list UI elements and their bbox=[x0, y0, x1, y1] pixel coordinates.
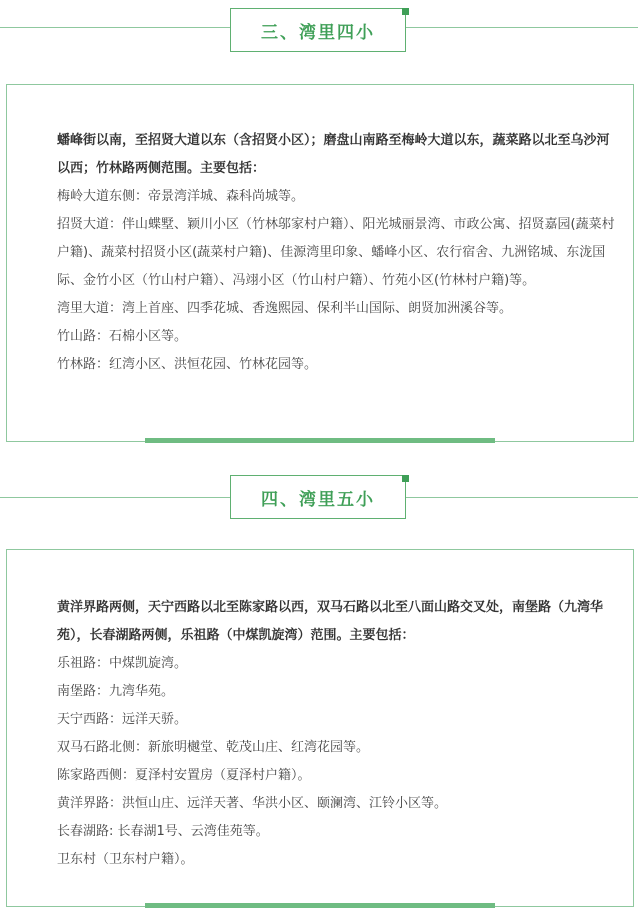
list-item: 卫东村（卫东村户籍）。 bbox=[57, 852, 194, 867]
section-card-2 bbox=[6, 549, 634, 907]
section-card-1 bbox=[6, 84, 634, 442]
list-item: 竹林路：红湾小区、洪恒花园、竹林花园等。 bbox=[57, 357, 318, 372]
list-item: 乐祖路：中煤凯旋湾。 bbox=[57, 656, 188, 671]
section-title: 三、湾里四小 bbox=[261, 22, 375, 43]
section-intro: 黄洋界路两侧，天宁西路以北至陈家路以西，双马石路以北至八面山路交叉处，南堡路（九湾华苑），长春湖路两侧，乐祖路（中煤凯旋湾）范围。主要包括： bbox=[57, 600, 604, 643]
section-header-1 bbox=[0, 0, 638, 60]
card-bottom-bar bbox=[145, 903, 495, 908]
section-title-box bbox=[230, 475, 406, 519]
list-item: 南堡路：九湾华苑。 bbox=[57, 684, 175, 699]
list-item: 双马石路北侧：新旅明樾堂、乾茂山庄、红湾花园等。 bbox=[57, 740, 370, 755]
section-intro: 蟠峰街以南，至招贤大道以东（含招贤小区）；磨盘山南路至梅岭大道以东，蔬菜路以北至乌沙河以西；竹林路两侧范围。主要包括： bbox=[57, 133, 610, 176]
list-item: 黄洋界路：洪恒山庄、远洋天著、华洪小区、颐澜湾、江铃小区等。 bbox=[57, 796, 448, 811]
section-header-2 bbox=[0, 470, 638, 530]
corner-dot-icon bbox=[402, 475, 409, 482]
list-item: 招贤大道：伴山蝶墅、颖川小区（竹林邬家村户籍）、阳光城丽景湾、市政公寓、招贤嘉园(蔬菜村户籍)、蔬菜村招贤小区(蔬菜村户籍)、佳源湾里印象、蟠峰小区、农行宿舍、九洲铭城、东泷国际、金竹小区（竹山村户籍）、冯翊小区（竹山村户籍）、竹苑小区(竹林村户籍)等。 bbox=[57, 217, 615, 288]
section-title-box bbox=[230, 8, 406, 52]
section-body bbox=[57, 594, 619, 874]
card-bottom-bar bbox=[145, 438, 495, 443]
section-title: 四、湾里五小 bbox=[261, 489, 375, 510]
list-item: 长春湖路: 长春湖1号、云湾佳苑等。 bbox=[57, 824, 269, 839]
list-item: 湾里大道：湾上首座、四季花城、香逸熙园、保利半山国际、朗贤加洲溪谷等。 bbox=[57, 301, 513, 316]
section-body bbox=[57, 127, 619, 379]
list-item: 天宁西路：远洋天骄。 bbox=[57, 712, 188, 727]
corner-dot-icon bbox=[402, 8, 409, 15]
list-item: 竹山路：石棉小区等。 bbox=[57, 329, 188, 344]
list-item: 梅岭大道东侧：帝景湾洋城、森科尚城等。 bbox=[57, 189, 305, 204]
list-item: 陈家路西侧：夏泽村安置房（夏泽村户籍）。 bbox=[57, 768, 311, 783]
